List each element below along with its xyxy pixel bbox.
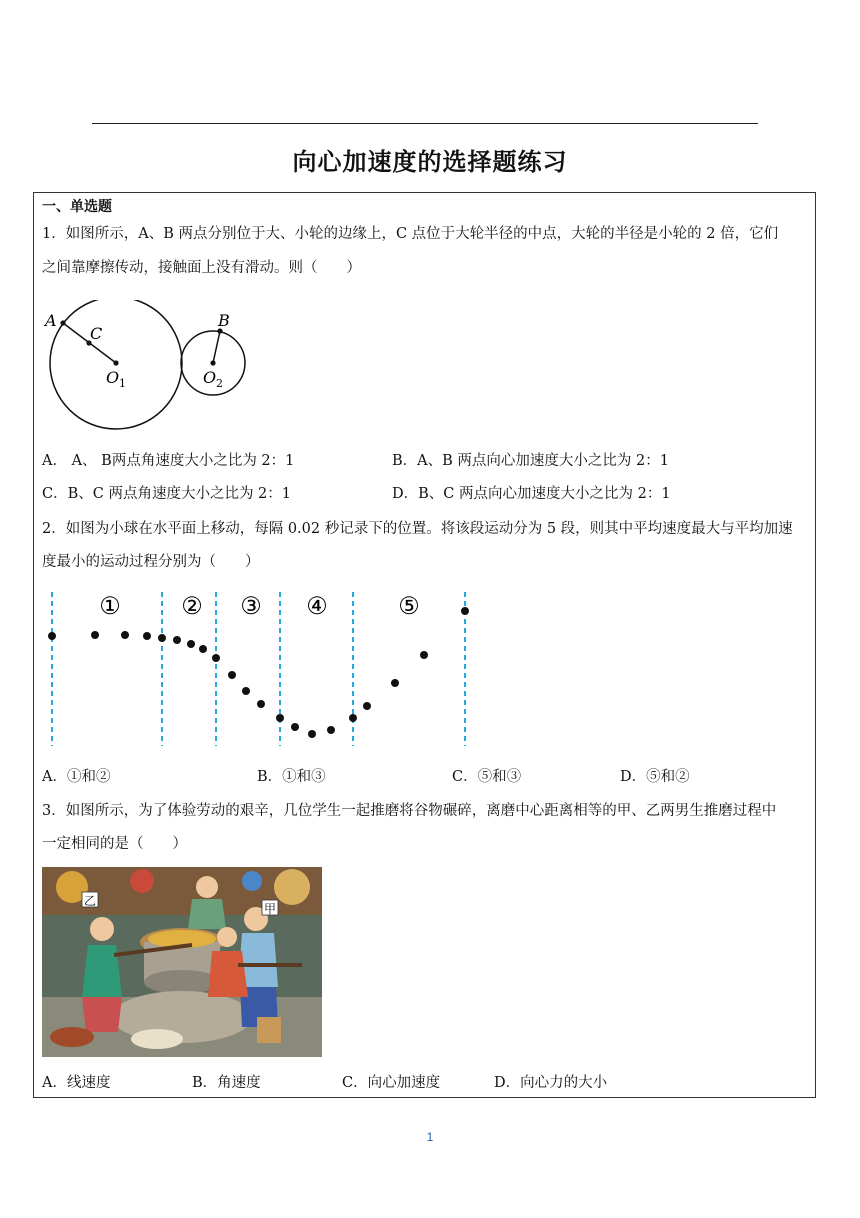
small-wheel-radius bbox=[213, 331, 220, 363]
q3-option-d[interactable]: D．向心力的大小 bbox=[494, 1075, 608, 1091]
ball-position bbox=[158, 634, 166, 642]
ball-position bbox=[199, 645, 207, 653]
q3-option-c[interactable]: C．向心加速度 bbox=[342, 1075, 441, 1091]
ball-position bbox=[48, 632, 56, 640]
ball-position bbox=[143, 632, 151, 640]
page-number: 1 bbox=[426, 1130, 434, 1144]
label-o1: O bbox=[106, 368, 120, 387]
q1-option-b[interactable]: B．A、B 两点向心加速度大小之比为 2：1 bbox=[392, 453, 669, 469]
ball-position bbox=[420, 651, 428, 659]
ball-position bbox=[228, 671, 236, 679]
q1-stem-line1: 1．如图所示，A、B 两点分别位于大、小轮的边缘上，C 点位于大轮半径的中点，大轮的半径是小轮的 2 倍，它们 bbox=[42, 226, 779, 242]
section-heading: 一、单选题 bbox=[42, 199, 112, 215]
ball-position bbox=[242, 687, 250, 695]
ball-position bbox=[308, 730, 316, 738]
q2-option-a[interactable]: A．①和② bbox=[42, 769, 111, 785]
center-o1 bbox=[113, 360, 118, 365]
q2-option-c[interactable]: C．⑤和③ bbox=[452, 769, 522, 785]
q3-option-a[interactable]: A．线速度 bbox=[42, 1075, 111, 1091]
point-a bbox=[60, 320, 65, 325]
q1-option-d[interactable]: D．B、C 两点向心加速度大小之比为 2：1 bbox=[392, 486, 671, 502]
segment-label-1: ① bbox=[99, 592, 121, 620]
header-rule bbox=[92, 123, 758, 124]
ball-position bbox=[461, 607, 469, 615]
q1-option-a[interactable]: A． A、 B两点角速度大小之比为 2：1 bbox=[42, 453, 295, 469]
label-b: B bbox=[218, 311, 230, 330]
ball-position bbox=[391, 679, 399, 687]
q2-stem-line1: 2．如图为小球在水平面上移动，每隔 0.02 秒记录下的位置。将该段运动分为 5 段，则其中平均速度最大与平均加速 bbox=[42, 521, 793, 537]
label-o2-sub: 2 bbox=[216, 377, 223, 390]
q2-motion-figure bbox=[40, 588, 480, 748]
ball-position bbox=[349, 714, 357, 722]
label-o1-sub: 1 bbox=[119, 377, 126, 390]
label-o2: O bbox=[203, 368, 217, 387]
millstone-painting bbox=[42, 867, 322, 1057]
segment-label-4: ④ bbox=[306, 592, 328, 620]
segment-label-3: ③ bbox=[240, 592, 262, 620]
ball-position bbox=[327, 726, 335, 734]
ball-position bbox=[91, 631, 99, 639]
label-c: C bbox=[90, 324, 103, 343]
ball-position bbox=[257, 700, 265, 708]
ball-position bbox=[121, 631, 129, 639]
label-yi: 乙 bbox=[84, 894, 97, 908]
q3-option-b[interactable]: B．角速度 bbox=[192, 1075, 261, 1091]
q2-option-b[interactable]: B．①和③ bbox=[257, 769, 326, 785]
q3-stem-line2: 一定相同的是（ ） bbox=[42, 836, 187, 852]
ball-position bbox=[276, 714, 284, 722]
ball-position bbox=[212, 654, 220, 662]
q1-option-c[interactable]: C．B、C 两点角速度大小之比为 2：1 bbox=[42, 486, 292, 502]
q2-option-d[interactable]: D．⑤和② bbox=[620, 769, 690, 785]
q3-stem-line1: 3．如图所示，为了体验劳动的艰辛，几位学生一起推磨将谷物碾碎，离磨中心距离相等的甲、乙两男生推磨过程中 bbox=[42, 803, 777, 819]
ball-position bbox=[363, 702, 371, 710]
label-a: A bbox=[45, 311, 57, 330]
q2-stem-line2: 度最小的运动过程分别为（ ） bbox=[42, 554, 260, 570]
ball-position bbox=[173, 636, 181, 644]
ball-position bbox=[187, 640, 195, 648]
segment-label-5: ⑤ bbox=[398, 592, 420, 620]
page-title: 向心加速度的选择题练习 bbox=[292, 148, 568, 176]
q1-wheels-figure bbox=[40, 300, 255, 435]
q1-stem-line2: 之间靠摩擦传动，接触面上没有滑动。则（ ） bbox=[42, 260, 361, 276]
center-o2 bbox=[210, 360, 215, 365]
segment-label-2: ② bbox=[181, 592, 203, 620]
label-jia: 甲 bbox=[264, 902, 277, 916]
ball-position bbox=[291, 723, 299, 731]
